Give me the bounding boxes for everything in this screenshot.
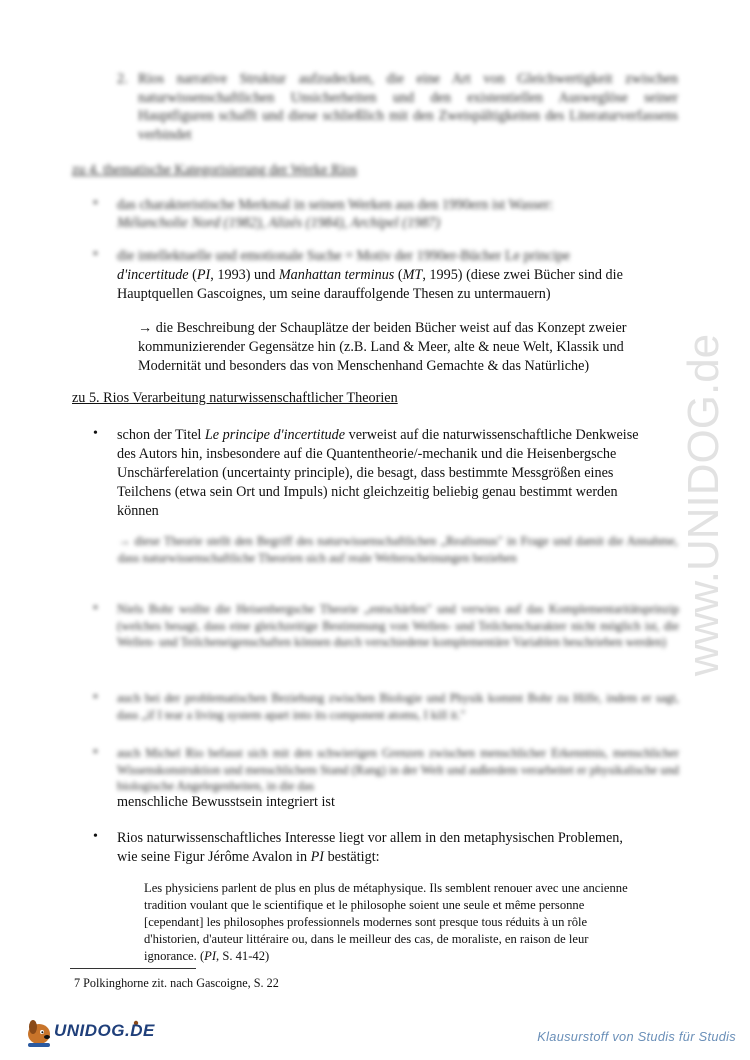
blurred-bullet-paragraph: auch Michel Rio befasst sich mit den schwierigen Grenzen zwischen menschlicher Erkenntnis, menschlicher Wissenskonstruktion und menschlichem Stand (Rang) in der Welt und außerdem verarbeitet er physikalische und biologische Angelegenheiten, in die das [117,746,679,793]
text-run: verweist auf die naturwissenschaftliche Denkweise [345,427,639,443]
bullet-2-line-2 [117,266,679,285]
block-quote [144,880,660,965]
bullet-icon: • [93,745,98,760]
s5-bullet-1-line: des Autors hin, insbesondere auf die Quantentheorie/-mechanik und die Heisenbergsche [117,446,617,462]
text-run: ignorance. ( [144,949,205,963]
bullet-icon: • [93,426,98,441]
dog-collar-icon [28,1043,50,1047]
dog-pupil-icon [41,1031,43,1033]
text-run: ( [394,267,403,283]
quote-line: Les physiciens parlent de plus en plus de métaphysique. Ils semblent renouer avec une ancienne [144,881,628,895]
s5-bullet-1-line: können [117,503,159,519]
text-run: schon der Titel [117,427,205,443]
s5-bullet-1-line: Unschärferelation (uncertainty principle), die besagt, dass bestimmte Messgrößen eines [117,465,614,481]
s5-bullet-1-line: Teilchens (etwa sein Ort und Impuls) nicht gleichzeitig beliebig genau bestimmt werden [117,484,618,500]
s5-bullet-5-line: Rios naturwissenschaftliches Interesse liegt vor allem in den metaphysischen Problemen, [117,830,623,846]
bullet-2-line-1: die intellektuelle und emotionale Suche = Motiv der 1990er-Bücher Le principe [117,248,570,264]
abbr-italic: PI [204,949,217,963]
bullet-4-last-line: menschliche Bewusstsein integriert ist [117,794,335,810]
s5-bullet-5-line-2 [117,848,679,867]
item-text: Rios narrative Struktur aufzudecken, die eine Art von Gleichwertigkeit zwischen naturwissenschaftlichen Unsicherheiten und den existentiellen Ausweglöse seiner Hauptfiguren schafft und diese schließlich mit den Zweispältigkeiten des Literaturverfassens verbindet [138,71,678,143]
quote-line: tradition voulant que le scientifique et le philosophe soient une seule et même personne [144,898,585,912]
dog-ear-icon [29,1020,37,1034]
title-italic: d'incertitude [117,267,189,283]
dog-nose-icon [44,1035,50,1039]
bullet-line: das charakteristische Merkmal in seinen Werken aus den 1990ern ist Wasser: [117,197,554,213]
abbr-italic: MT [402,267,423,283]
arrow-paragraph-line: kommunizierender Gegensätze hin (z.B. Land & Meer, alte & neue Welt, Klassik und [138,339,624,355]
blurred-bullet-paragraph: Niels Bohr wollte die Heisenbergsche Theorie „entschärfen" und verwies auf das Komplementaritätsprinzip (welches besagt, dass eine gleichzeitige Bestimmung von Wellen- und Teilchencharakter nicht möglich ist, die Wellen- und Teilcheneigenschaften können durch verschiedene komplementäre Variablen beschrieben werden) [117,602,679,649]
s5-bullet-1-line-1 [117,426,679,445]
bullet-icon: • [93,829,98,844]
bullet-icon: • [93,690,98,705]
bullet-line: Mélancholie Nord (1982), Alizés (1984), Archipel (1987) [117,215,441,231]
text-run: bestätigt: [324,849,380,865]
quote-line: d'historien, d'auteur littéraire ou, dans le meilleur des cas, de moraliste, en raison de leur [144,932,589,946]
text-run: , S. 41-42) [216,949,270,963]
section-4-heading: zu 4. thematische Kategorisierung der Werke Rios [72,162,358,178]
bullet-icon: • [93,196,98,211]
blurred-bullet-paragraph: auch bei der problematischen Beziehung zwischen Biologie und Physik kommt Bohr zu Hilfe, indem er sagt, dass „if I tear a living system apart into its component atoms, I kill it." [117,691,679,722]
text-run: , 1995) (diese zwei Bücher sind die [422,267,623,283]
footnote: 7 Polkinghorne zit. nach Gascoigne, S. 22 [74,976,279,990]
bullet-icon: • [93,247,98,262]
bullet-2-line-3: Hauptquellen Gascoignes, um seine darauffolgende Thesen zu untermauern) [117,286,551,302]
text-run: wie seine Figur Jérôme Avalon in [117,849,311,865]
item-number: 2. [117,71,128,87]
abbr-italic: PI [196,267,211,283]
title-italic: Manhattan terminus [278,267,395,283]
footer-tagline: Klausurstoff von Studis für Studis [537,1029,736,1044]
section-5-heading: zu 5. Rios Verarbeitung naturwissenschaftlicher Theorien [72,390,398,406]
title-italic: Le principe d'incertitude [204,427,346,443]
bullet-icon: • [93,601,98,616]
abbr-italic: PI [310,849,325,865]
watermark [679,270,748,740]
quote-line: [cependant] les philosophes professionnels modernes sont presque tous réduits à un rôle [144,915,588,929]
arrow-paragraph-line: Modernität und besonders das von Menschenhand Gemachte & das Natürliche) [138,358,590,374]
arrow-paragraph-line: → die Beschreibung der Schauplätze der beiden Bücher weist auf das Konzept zweier [138,320,627,336]
logo-text: UNIDOG.DE [54,1021,155,1040]
text-run: , 1993) und [210,267,279,283]
quote-line-last [144,948,660,965]
blurred-arrow-paragraph: → diese Theorie stellt den Begriff des naturwissenschaftlichen „Realismus" in Frage und damit die Annahme, dass naturwissenschaftliche Theorien sich auf reale Welterscheinungen beziehen [118,534,678,565]
footnote-divider [70,968,196,969]
watermark-text: www.UNIDOG.de [679,333,728,677]
text-run: ( [188,267,197,283]
